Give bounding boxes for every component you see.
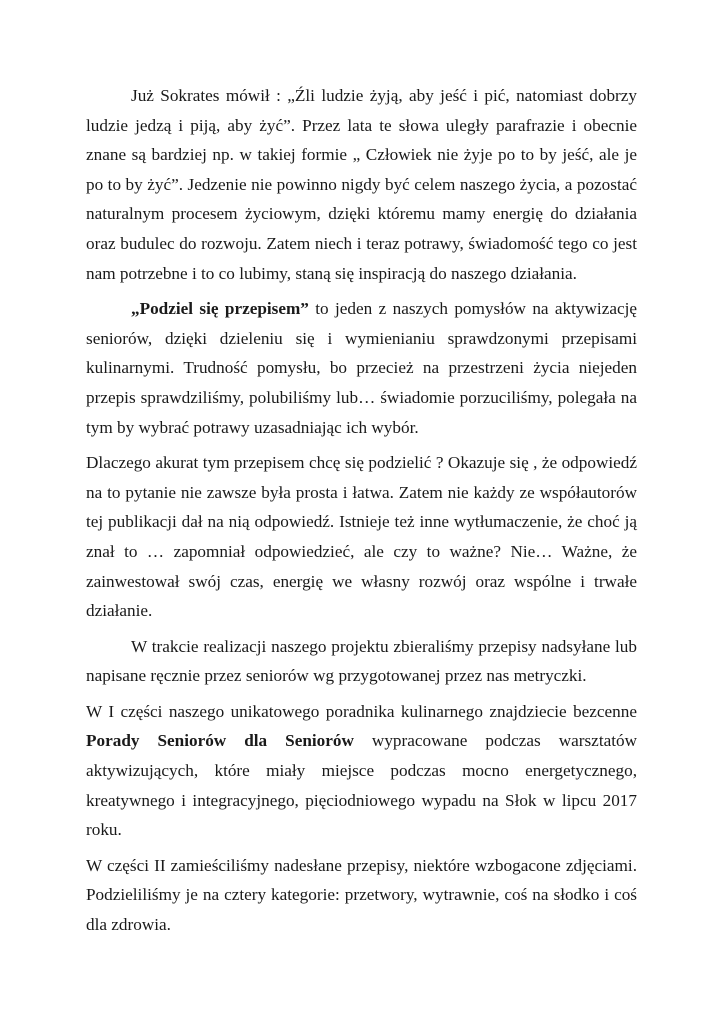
paragraph-part-one-text-after: wypracowane podczas warsztatów aktywizujących, które miały miejsce podczas mocno energetycznego, kreatywnego i integracyjnego, pięciodniowego wypadu na Słok w lipcu 2017 roku. — [86, 731, 637, 840]
project-name: „Podziel się przepisem” — [131, 299, 309, 319]
paragraph-why-recipe: Dlaczego akurat tym przepisem chcę się podzielić ? Okazuje się , że odpowiedź na to pytanie nie zawsze była prosta i łatwa. Zatem nie każdy ze współautorów tej publikacji dał na nią odpowiedź. Istnieje też inne wytłumaczenie, że choć ją znał to … zapomniał odpowiedzieć, ale czy to ważne? Nie… Ważne, że zainwestował swój czas, energię we własny rozwój oraz wspólne i trwałe działanie. — [86, 453, 637, 621]
document-page — [86, 81, 637, 946]
paragraph-intro: Już Sokrates mówił : „Źli ludzie żyją, aby jeść i pić, natomiast dobrzy ludzie jedzą i piją, aby żyć”. Przez lata te słowa uległy parafrazie i obecnie znane są bardziej np. w takiej formie „ Człowiek nie żyje po to by jeść, ale je po to by żyć”. Jedzenie nie powinno nigdy być celem naszego życia, a pozostać naturalnym procesem życiowym, dzięki któremu mamy energię do działania oraz budulec do rozwoju. Zatem niech i teraz potrawy, świadomość tego co jest nam potrzebne i to co lubimy, staną się inspiracją do naszego działania. — [86, 86, 637, 283]
paragraph-project-realization: W trakcie realizacji naszego projektu zbieraliśmy przepisy nadsyłane lub napisane ręcznie przez seniorów wg przygotowanej przez nas metryczki. — [86, 636, 637, 686]
paragraph-share-recipe — [86, 294, 637, 442]
paragraph-part-two: W części II zamieściliśmy nadesłane przepisy, niektóre wzbogacone zdjęciami. Podzieliliśmy je na cztery kategorie: przetwory, wytrawnie, coś na słodko i coś dla zdrowia. — [86, 855, 637, 935]
paragraph-part-one — [86, 697, 637, 845]
paragraph-part-one-text-before: W I części naszego unikatowego poradnika kulinarnego znajdziecie bezcenne — [86, 701, 637, 721]
paragraph-share-recipe-text: to jeden z naszych pomysłów na aktywizację seniorów, dzięki dzieleniu się i wymienianiu sprawdzonymi przepisami kulinarnymi. Trudność pomysłu, bo przecież na przestrzeni życia niejeden przepis sprawdziliśmy, polubiliśmy lub… świadomie porzuciliśmy, polegała na tym by wybrać potrawy uzasadniając ich wybór. — [86, 299, 637, 437]
advice-title: Porady Seniorów dla Seniorów — [86, 731, 354, 751]
